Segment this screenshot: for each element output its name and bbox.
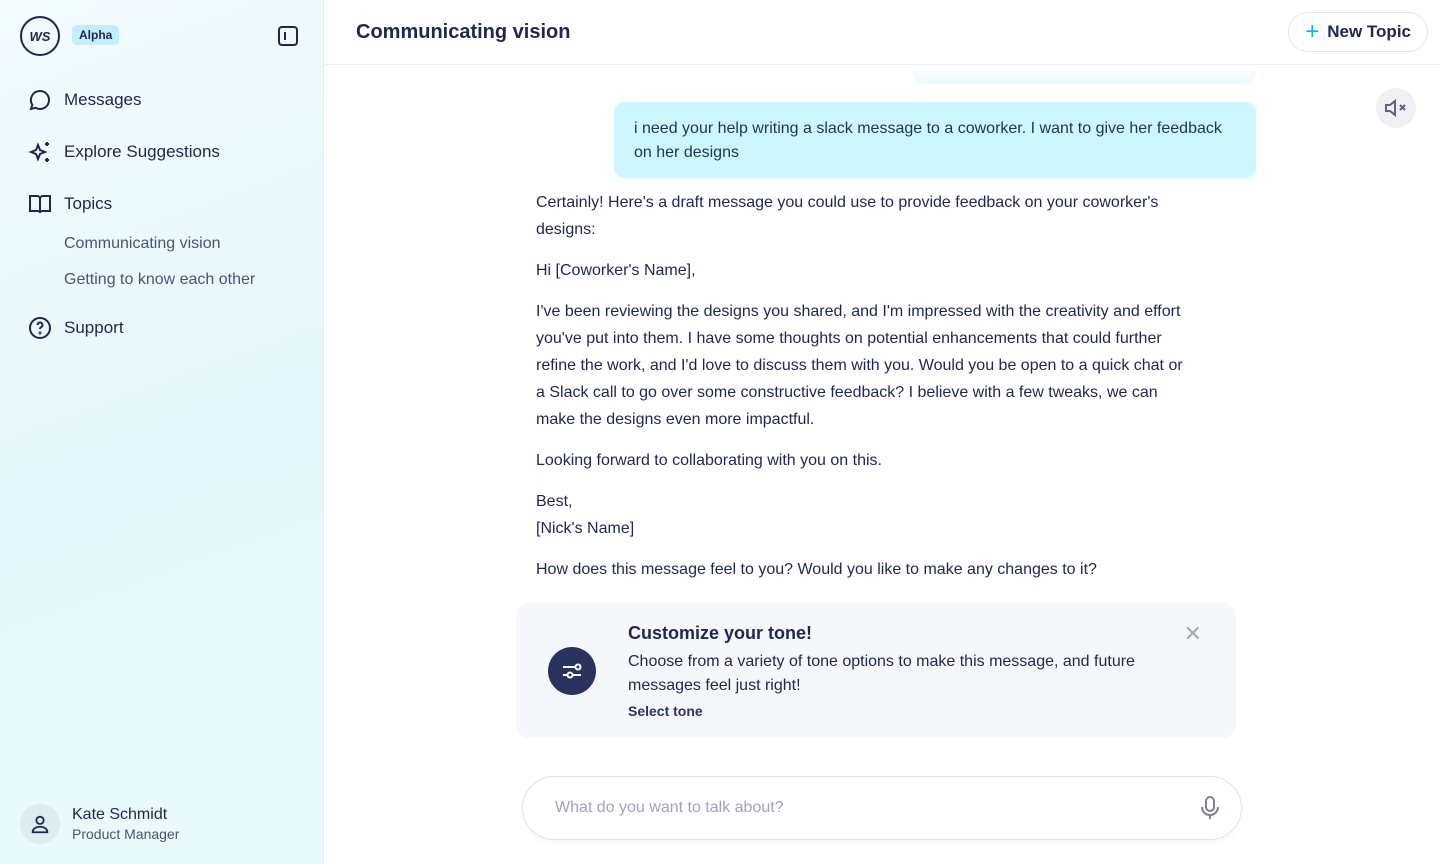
previous-message-fade (912, 66, 1256, 84)
nav-label: Messages (64, 90, 142, 109)
reply-paragraph: How does this message feel to you? Would you like to make any changes to it? (536, 561, 1097, 578)
logo[interactable]: WS (20, 16, 60, 56)
nav-label: Support (64, 318, 124, 337)
reply-paragraph: Looking forward to collaborating with you on this. (536, 452, 882, 469)
assistant-reply (536, 189, 1186, 597)
sliders-icon (548, 647, 596, 695)
reply-paragraph: Hi [Coworker's Name], (536, 262, 696, 279)
reply-paragraph: Certainly! Here's a draft message you could use to provide feedback on your coworker's designs: (536, 194, 1159, 238)
help-circle-icon (28, 316, 52, 340)
close-icon[interactable]: ✕ (1183, 621, 1202, 646)
user-icon (29, 813, 51, 835)
plus-icon: + (1305, 18, 1320, 45)
new-topic-label: New Topic (1327, 22, 1411, 41)
nav-explore-suggestions[interactable] (28, 140, 220, 164)
topic-communicating-vision[interactable]: Communicating vision (64, 235, 221, 252)
user-role: Product Manager (72, 826, 180, 842)
reply-paragraph: Best, (536, 493, 573, 510)
nav-label: Explore Suggestions (64, 142, 220, 161)
nav-label: Topics (64, 194, 113, 213)
nav-support[interactable] (28, 316, 124, 340)
composer (522, 776, 1242, 840)
collapse-sidebar-icon[interactable] (278, 26, 298, 46)
book-icon (28, 192, 52, 216)
nav-messages[interactable] (28, 88, 141, 112)
microphone-icon[interactable] (1199, 795, 1221, 821)
user-name: Kate Schmidt (72, 806, 168, 823)
avatar (20, 804, 60, 844)
sidebar (0, 0, 324, 864)
header (324, 0, 1440, 65)
select-tone-link[interactable]: Select tone (628, 703, 703, 719)
chat-bubble-icon (28, 88, 52, 112)
new-topic-button[interactable] (1288, 12, 1428, 52)
reply-paragraph: I've been reviewing the designs you shared, and I'm impressed with the creativity and effort you've put into them. I have some thoughts on potential enhancements that could further refine the work, and I'd love to discuss them with you. Would you be open to a quick chat or a Slack call to go over some constructive feedback? I believe with a few tweaks, we can make the designs even more impactful. (536, 303, 1183, 428)
alpha-badge: Alpha (72, 25, 119, 45)
nav-topics[interactable] (28, 192, 112, 216)
speaker-muted-icon (1383, 97, 1409, 119)
page-title: Communicating vision (356, 21, 571, 43)
user-message: i need your help writing a slack message to a coworker. I want to give her feedback on her designs (614, 102, 1256, 178)
mute-button[interactable] (1376, 88, 1416, 128)
message-input[interactable] (555, 799, 1199, 817)
sparkle-icon (28, 140, 52, 164)
reply-paragraph: [Nick's Name] (536, 520, 635, 537)
user-profile[interactable] (20, 804, 179, 844)
topic-getting-to-know-each-other[interactable]: Getting to know each other (64, 271, 256, 288)
tone-card-title: Customize your tone! (628, 623, 813, 643)
tone-card (516, 603, 1236, 738)
tone-card-text: Choose from a variety of tone options to make this message, and future messages feel just right! (628, 653, 1135, 694)
